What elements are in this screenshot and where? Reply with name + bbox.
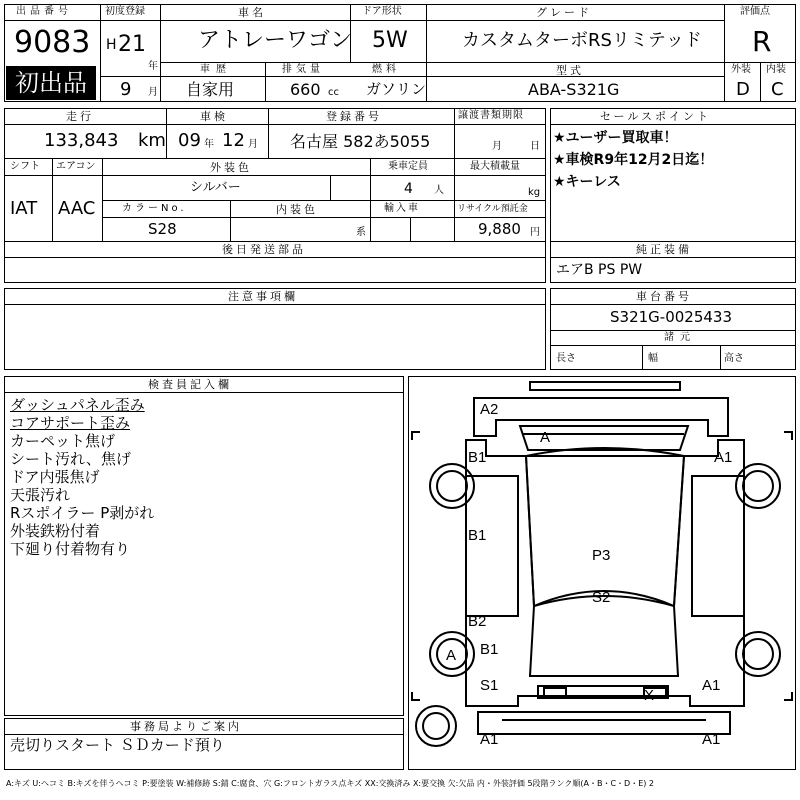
shift-label: シフト	[10, 161, 40, 172]
grade-value: カスタムターボRSリミテッド	[462, 30, 702, 51]
ext-color-label: 外装色	[210, 161, 252, 174]
damage-mark: A1	[714, 449, 733, 466]
damage-mark: A	[446, 647, 457, 664]
damage-mark: B1	[480, 641, 499, 658]
history-label: 車歴	[200, 64, 232, 75]
model-label: 型式	[556, 64, 584, 77]
recycle-value: 9,880	[478, 220, 521, 238]
car-diagram	[408, 376, 796, 770]
first-reg-year: 21	[118, 32, 146, 57]
inspection-month: 12	[222, 130, 245, 151]
inspection-month-unit: 月	[248, 139, 258, 150]
recycle-unit: 円	[530, 227, 540, 238]
damage-mark: A1	[480, 731, 499, 748]
recycle-label: リサイクル預託金	[457, 204, 528, 214]
car-name-label: 車名	[238, 6, 266, 19]
year-unit: 年	[148, 61, 158, 72]
inspector-note-line: 下廻り付着物有り	[10, 540, 131, 558]
inspector-note-line: ドア内張焦げ	[10, 468, 100, 486]
displacement-value: 660	[290, 80, 321, 99]
fuel-value: ガソリン	[366, 80, 427, 98]
damage-mark: A1	[702, 731, 721, 748]
first-reg-month: 9	[120, 79, 132, 100]
rear-bumper-bar	[530, 382, 680, 390]
inspection-label: 車検	[200, 110, 228, 123]
exterior-grade-label: 外装	[731, 64, 751, 75]
exterior-grade-value: D	[736, 79, 750, 100]
lot-number: 9083	[14, 25, 91, 60]
inspector-note-line: ダッシュパネル歪み	[10, 396, 145, 414]
inspection-year: 09	[178, 130, 201, 151]
damage-mark: B2	[468, 613, 487, 630]
door-value: 5W	[372, 28, 408, 53]
chassis-label: 車台番号	[636, 290, 692, 303]
ext-color-value: シルバー	[190, 180, 241, 195]
inspector-notes	[10, 396, 154, 558]
max-load-unit: kg	[528, 187, 541, 198]
later-parts-label: 後日発送部品	[222, 243, 306, 256]
mileage-value: 133,843	[44, 130, 119, 151]
roof-outline	[474, 398, 728, 436]
sales-point-line: ★キーレス	[553, 174, 621, 190]
interior-grade-label: 内装	[766, 64, 786, 75]
era: H	[106, 37, 117, 53]
equipment-label: 純正装備	[636, 243, 692, 256]
displacement-label: 排気量	[282, 64, 324, 75]
cabin-outline	[526, 448, 684, 606]
damage-mark: B1	[468, 449, 487, 466]
shift-value: IAT	[10, 198, 38, 219]
sales-point-line: ★ユーザー買取車！	[553, 130, 678, 146]
chassis-value: S321G-0025433	[610, 308, 732, 326]
transfer-month-unit: 月	[492, 141, 502, 152]
inspector-note-line: 天張汚れ	[10, 486, 71, 504]
width-label: 幅	[648, 353, 658, 364]
damage-mark: A	[540, 429, 551, 446]
sales-point-line: ★車検R9年12月2日迄！	[553, 152, 714, 168]
damage-mark: A1	[702, 677, 721, 694]
transfer-day-unit: 日	[530, 141, 540, 152]
lot-number-label: 出品番号	[16, 6, 72, 17]
int-color-unit: 系	[356, 227, 366, 238]
front-lower-bar	[478, 712, 730, 734]
inspector-note-line: カーペット焦げ	[10, 432, 116, 450]
aircon-label: エアコン	[56, 161, 96, 172]
first-listing-badge: 初出品	[6, 66, 96, 100]
inspector-note-line: シート汚れ、焦げ	[10, 450, 131, 468]
damage-mark: B1	[468, 527, 487, 544]
mileage-label: 走行	[66, 110, 94, 123]
damage-mark: A2	[480, 401, 499, 418]
reg-number-value: 名古屋 582あ5055	[290, 132, 431, 151]
damage-mark: X	[644, 687, 655, 704]
interior-grade-value: C	[771, 79, 784, 100]
dims-label: 諸元	[664, 332, 696, 343]
car-name: アトレーワゴン	[198, 28, 353, 53]
damage-mark: P3	[592, 547, 611, 564]
body-outline	[466, 440, 744, 706]
int-color-label: 内装色	[276, 203, 318, 216]
color-no-label: カラーNo.	[122, 203, 187, 214]
aircon-value: AAC	[58, 198, 96, 219]
displacement-unit: cc	[328, 87, 339, 98]
first-reg-label: 初度登録	[105, 6, 145, 17]
mileage-unit: km	[138, 130, 166, 151]
reg-number-label: 登録番号	[326, 110, 382, 123]
door-label: ドア形状	[362, 6, 402, 17]
damage-mark: S1	[480, 677, 499, 694]
damage-mark: S2	[592, 589, 611, 606]
grade-label: グレード	[536, 6, 592, 19]
inspection-year-unit: 年	[204, 139, 214, 150]
max-load-label: 最大積載量	[470, 161, 520, 172]
equipment-value: エアB PS PW	[556, 262, 643, 278]
capacity-unit: 人	[434, 185, 444, 196]
height-label: 高さ	[724, 353, 744, 364]
capacity-value: 4	[404, 181, 413, 197]
history-value: 自家用	[186, 80, 235, 99]
capacity-label: 乗車定員	[388, 161, 428, 172]
inspector-note-line: 外装鉄粉付着	[10, 522, 101, 540]
sales-points-label: セールスポイント	[600, 110, 712, 123]
inspector-note-line: Rスポイラー P剥がれ	[10, 504, 155, 522]
legend-footer: A:キズ U:ヘコミ B:キズを伴うヘコミ P:要塗装 W:補修跡 S:錆 C:腐食、穴 G:フロントガラス点キズ XX:交換済み X:要交換 欠:欠品 内・外装評価 5段階ランク順(A・B・C・D・E) 2	[6, 779, 655, 788]
inspector-label: 検査員記入欄	[148, 378, 232, 391]
score-label: 評価点	[740, 6, 770, 17]
office-value: 売切りスタート ＳＤカード預り	[10, 736, 225, 754]
transfer-label: 譲渡書類期限	[458, 110, 524, 121]
inspector-note-line: コアサポート歪み	[10, 414, 131, 432]
length-label: 長さ	[556, 353, 576, 364]
fuel-label: 燃料	[372, 64, 400, 75]
notes-label: 注意事項欄	[228, 290, 298, 303]
color-no-value: S28	[148, 220, 177, 238]
month-unit: 月	[148, 87, 158, 98]
import-label: 輸入車	[384, 203, 420, 214]
office-label: 事務局よりご案内	[130, 720, 242, 733]
score-value: R	[752, 25, 772, 58]
model-value: ABA-S321G	[528, 80, 620, 99]
